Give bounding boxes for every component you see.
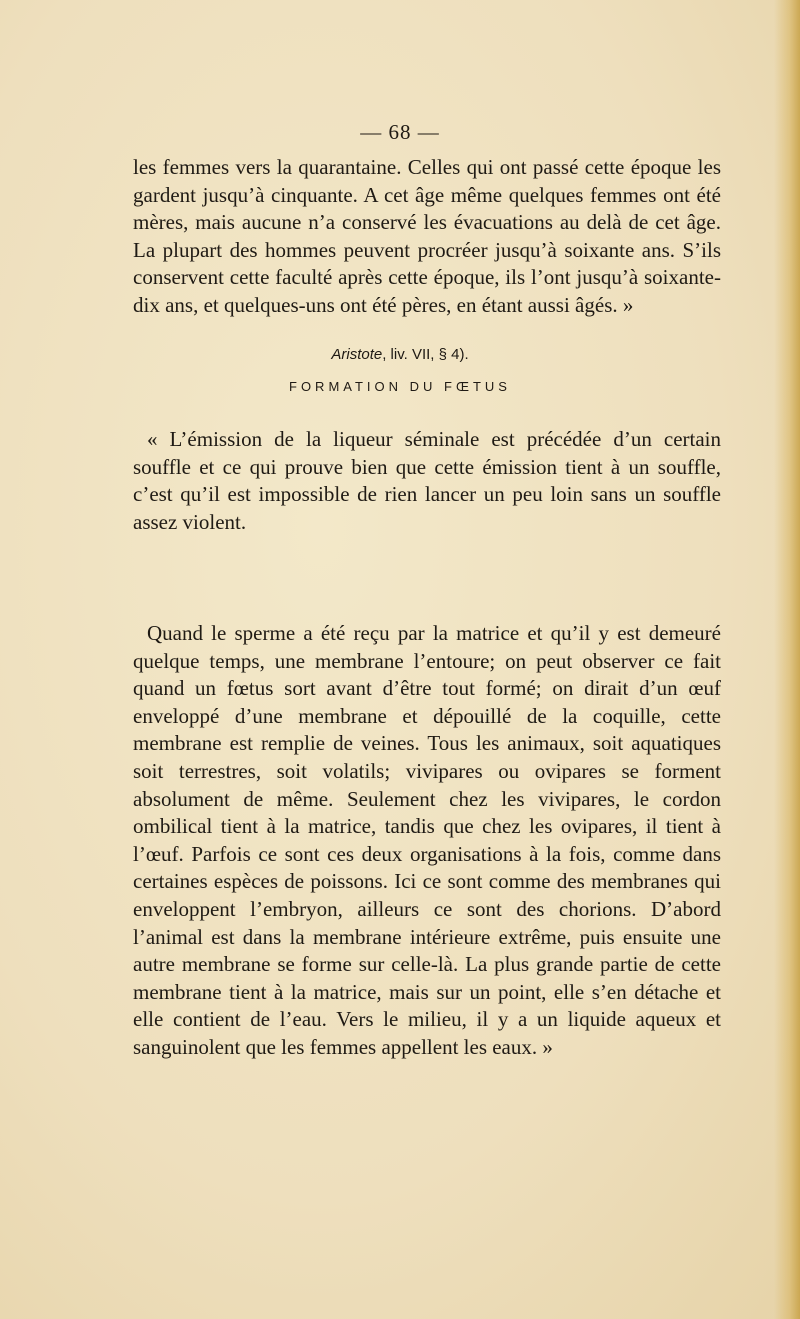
citation-author: Aristote [331, 346, 383, 363]
paragraph-sperme: Quand le sperme a été reçu par la matrice et qu’il y est demeuré quelque temps, une membrane l’entoure; on peut observer ce fait quand un fœtus sort avant d’être tout formé; on dirait d’un œuf enveloppé d’une membrane et dépouillé de la coquille, cette membrane est remplie de veines. Tous les animaux, soit aquatiques soit terrestres, soit volatils; vivipares ou ovipares se forment absolument de même. Seulement chez les vivipares, le cordon ombilical tient à la matrice, tandis que chez les ovipares, il tient à l’œuf. Parfois ce sont ces deux organisations à la fois, comme dans certaines espèces de poissons. Ici ce sont comme des membranes qui enveloppent l’embryon, ailleurs ce sont des chorions. D’abord l’animal est dans la membrane intérieure extrême, puis ensuite une autre membrane se forme sur celle-là. La plus grande partie de cette membrane tient à la matrice, mais sur un point, elle s’en détache et elle contient de l’eau. Vers le milieu, il y a un liquide aqueux et sanguinolent que les femmes appellent les eaux. » [133, 621, 721, 1059]
citation-reference: , liv. VII, § 4). [382, 346, 469, 363]
page-edge-discoloration [774, 0, 800, 1319]
section-heading: FORMATION DU FŒTUS [289, 379, 511, 394]
paragraph-intro: les femmes vers la quarantaine. Celles qui ont passé cette époque les gardent jusqu’à cinquante. A cet âge même quelques femmes ont été mères, mais aucune n’a conservé les évacuations au delà de cet âge. La plupart des hommes peuvent procréer jusqu’à soixante ans. S’ils conservent cette faculté après cette époque, ils l’ont jusqu’à soixante-dix ans, et quelques-uns ont été pères, en étant aussi âgés. » [133, 155, 721, 317]
paragraph-emission: « L’émission de la liqueur séminale est précédée d’un certain souffle et ce qui prouve bien que cette émission tient à un souffle, c’est qu’il est impossible de rien lancer un peu loin sans un souffle assez violent. [133, 427, 721, 534]
citation [0, 346, 800, 363]
page-number: — 68 — [360, 120, 440, 144]
